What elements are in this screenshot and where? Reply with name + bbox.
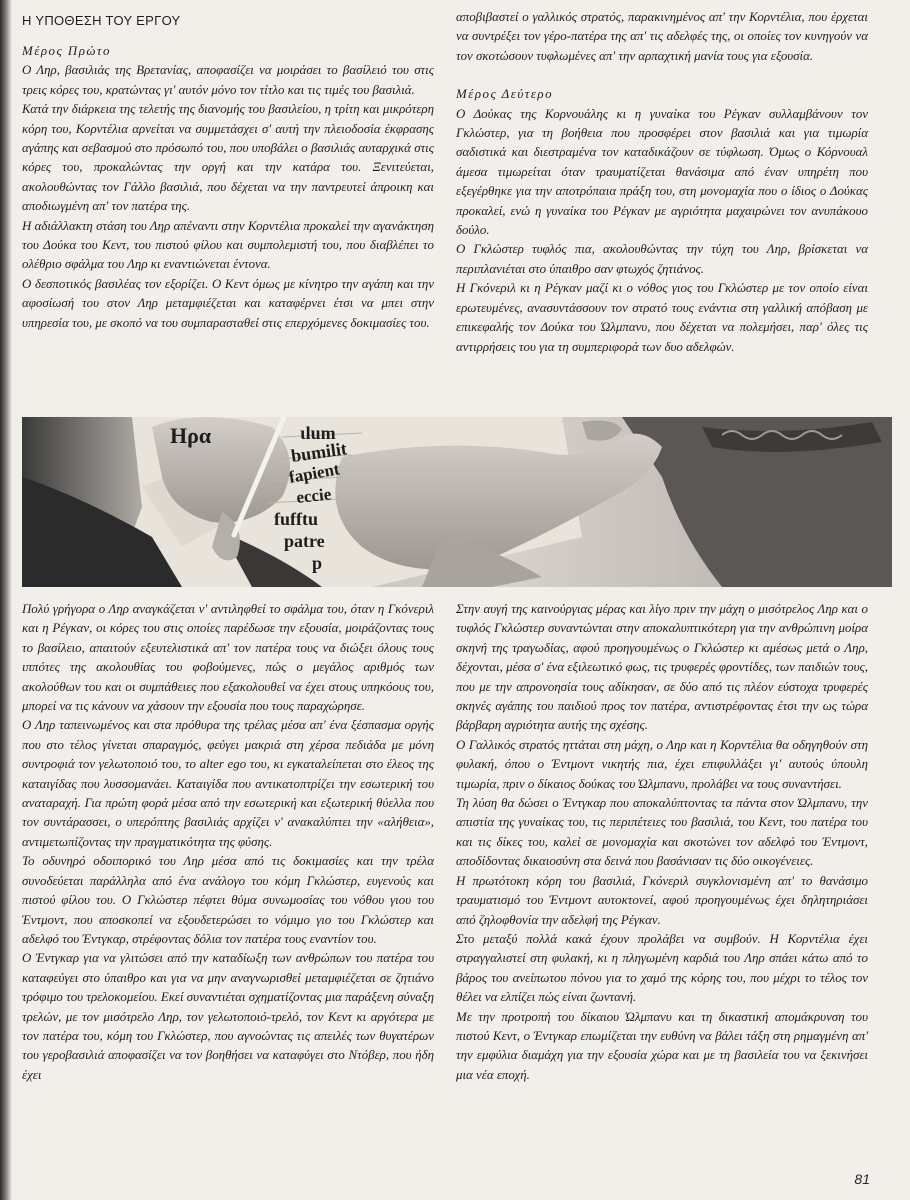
manuscript-word: ιlum (300, 423, 336, 443)
illustration-hands-manuscript (22, 417, 892, 587)
paragraph: Ο Δούκας της Κορνουάλης κι η γυναίκα του Ρέγκαν συλλαμβάνουν τον Γκλώστερ, για τη βοήθεια που προσφέρει στον βασιλιά και για τιμωρία σαδιστικά και διεστραμένα τον καταδικάζουν σε τύφλωση. Όμως ο Κόρνουαλ άμεσα τιμωρείται όταν τραυματίζεται θανάσιμα από έναν υπηρέτη που εξεγέρθηκε για την αποτρόπαια πράξη του, στη μονομαχία που ο ίδιος ο Δούκας προκαλεί, ενώ η γυναίκα του Ρέγκαν με αγριότητα μαχαιρώνει τον ανυπάκουο δούλο. (456, 106, 868, 238)
illustration-svg (22, 417, 892, 587)
paragraph: Ο Γαλλικός στρατός ηττάται στη μάχη, ο Ληρ και η Κορντέλια θα οδηγηθούν στη φυλακή, όπου ο Έντμοντ νικητής πια, έχει επιφυλλάξει γι' αυτούς ύπουλη τιμωρία, πριν ο δίκαιος δούκας του Ώλμπανυ, προλάβει να τους συναντήσει. (456, 737, 868, 791)
paragraph: Κατά την διάρκεια της τελετής της διανομής του βασιλείου, η τρίτη και μικρότερη κόρη του, Κορντέλια αρνείται να συμμετάσχει σ' αυτή την πλειοδοσία έκφρασης αγάπης και σεβασμού στο πρόσωπό του, που υποβάλει ο βασιλιάς αυταρχικά στις κόρες του, προκαλώντας την οργή και την κατάρα του. Ξενιτεύεται, ακολουθώντας τον Γάλλο βασιλιά, που δέχεται να την παντρευτεί άπροικη και αποδιωγμένη απ' τον πατέρα της. (22, 102, 434, 214)
paragraph: Ο Ληρ, βασιλιάς της Βρετανίας, αποφασίζει να μοιράσει το βασίλειό του στις τρεις κόρες του, κρατώντας γι' αυτόν μόνο τον τίτλο και τις τιμές του βασιλιά. (22, 63, 434, 97)
manuscript-word: patre (284, 531, 325, 551)
paragraph: Η αδιάλλακτη στάση του Ληρ απέναντι στην Κορντέλια προκαλεί την αγανάκτηση του Δούκα του Κεντ, του πιστού φίλου και συμπολεμιστή του, που διαβλέπει το ολέθριο σφάλμα του Ληρ κι εναντιώνεται έντονα. (22, 218, 434, 272)
paragraph: Στο μεταξύ πολλά κακά έχουν προλάβει να συμβούν. Η Κορντέλια έχει στραγγαλιστεί στη φυλακή, κι η πληγωμένη καρδιά του Ληρ σπάει κάτω από το βάρος του ανείπωτου πόνου για το χαμό της κόρης του, που μέχρι το τέλος τον θέλει να ελπίζει πώς είναι ζωντανή. (456, 931, 868, 1005)
manuscript-word: fufftu (274, 509, 318, 529)
paragraph: Ο Ληρ ταπεινωμένος και στα πρόθυρα της τρέλας μέσα απ' ένα ξέσπασμα οργής που στο τέλος γίνεται σπαραγμός, φεύγει μακριά στη χέρσα πεδιάδα με μόνη συντροφιά τον γελωτοποιό του, το alter ego του, κι εγκαταλείπεται στο έλεος της καταιγίδας που λυσσομανάει. Καταιγίδα που αντικατοπτρίζει την εσωτερική του αναταραχή. Για πρώτη φορά μέσα από την εσωτερική και εξωτερική θύελλα που τον συντάρασσει, ο υπερόπτης βασιλιάς αρχίζει ν' ανακαλύπτει την «αλήθεια», αντιμετωπίζοντας την πραγματικότητα της φύσης. (22, 718, 434, 849)
paragraph: Πολύ γρήγορα ο Ληρ αναγκάζεται ν' αντιληφθεί το σφάλμα του, όταν η Γκόνεριλ και η Ρέγκαν, οι κόρες του στις οποίες παρέδωσε την εξουσία, μοιράζοντας τους το βασίλειο, απαιτούν εξευτελιστικά απ' τον πατέρα τους να διώξει όλους τους ιππότες της ακολουθίας του φοβούμενες, πώς ο μεγάλος αριθμός των ακολούθων του και οι συμπάθειες που εξακολουθεί να έχει στους υπηκόους του, μπορεί να τις κάνουν να χάσουν την εξουσία που τους παραχώρησε. (22, 602, 434, 714)
part-two-title: Μέρος Δεύτερο (456, 87, 554, 102)
paragraph: Η πρωτότοκη κόρη του βασιλιά, Γκόνεριλ συγκλονισμένη απ' το θανάσιμο τραυματισμό του Έντμοντ αυτοκτονεί, αφού προηγουμένως έχει δηλητηριάσει από ζηλοφθονία την αδελφή της Ρέγκαν. (456, 873, 868, 927)
column-top-left (22, 42, 434, 333)
paragraph: Στην αυγή της καινούργιας μέρας και λίγο πριν την μάχη ο μισότρελος Ληρ και ο τυφλός Γκλώστερ συναντώνται στην αποκαλυπτικότερη για την ανθρώπινη μοίρα σκηνή της τραγωδίας, αφού προηγουμένως ο Γκλώστερ κι αμέσως μετά ο Ληρ, δέχονται, μέσα σ' ένα εξιλεωτικό φως, τις τρυφερές φροντίδες, των παιδιών τους, που με την απρονοησία τους αδίκησαν, σε δύο από τις πλέον εύστοχα τρυφερές σκηνές αγάπης του παιδιού προς τον πατέρα, αντιστρέφοντας έτσι την ως τώρα βάρβαρη αγριότητα αυτής της σχέσης. (456, 602, 868, 733)
page-gutter-shadow (0, 0, 12, 1200)
paragraph: Το οδυνηρό οδοιπορικό του Ληρ μέσα από τις δοκιμασίες και την τρέλα συνοδεύεται παράλληλα από ένα ανάλογο του κόμη Γκλώστερ, ευγενούς και πιστού φίλου του. Ο Γκλώστερ πέφτει θύμα συνωμοσίας του νόθου γιου του Έντμοντ, που αποσκοπεί να εξουδετερώσει το νόμιμο γιο του Γκλώστερ και αδελφό του Έντγκαρ, στρέφοντας δόλια τον πατέρα τους εναντίον του. (22, 854, 434, 946)
paragraph: Ο Έντγκαρ για να γλιτώσει από την καταδίωξη των ανθρώπων του πατέρα του καταφεύγει στο ύπαιθρο και για να μην αναγνωρισθεί μεταμφιέζεται σε ζητιάνο τρόφιμο του τρελοκομείου. Εκεί συναντιέται σχηματίζοντας μια παράξενη σύναξη τρελών, με τον μισότρελο Ληρ, τον γελωτοποιό-τρελό, τον Κεντ κι αργότερα με τον πατέρα του, κόμη του Γκλώστερ, που αγνοώντας τις απειλές των θυγατέρων του γεροβασιλιά αποφασίζει να τον βοηθήσει να καταφύγει στο Ντόβερ, που ήδη έχει (22, 951, 434, 1082)
manuscript-word: bumilit (289, 438, 349, 466)
paragraph: αποβιβαστεί ο γαλλικός στρατός, παρακινημένος απ' την Κορντέλια, που έρχεται να συντρέξει τον γέρο-πατέρα της απ' τις αδελφές της, οι οποίες τον κυνηγούν να τον σκοτώσουν τυφλωμένες απ' την αρπαχτική μανία τους για εξουσία. (456, 10, 868, 63)
paragraph: Ο Γκλώστερ τυφλός πια, ακολουθώντας την τύχη του Ληρ, βρίσκεται να περιπλανιέται στο ύπαιθρο σαν φτωχός ζητιάνος. (456, 242, 868, 276)
paragraph: Τη λύση θα δώσει ο Έντγκαρ που αποκαλύπτοντας τα πάντα στον Ώλμπανυ, την απιστία της γυναίκας του, τις περιπέτειες του βασιλιά, του Κεντ, του πατέρα του και τις δίκες του, καλεί σε μονομαχία και σκοτώνει τον αδελφό του Έντμοντ, αποδίδοντας δικαιοσύνη στα δεινά που βασάνισαν τις δύο οικογένειες. (456, 796, 868, 869)
paragraph: Με την προτροπή του δίκαιου Ώλμπανυ και τη δικαστική απομάκρυνση του πιστού Κεντ, ο Έντγκαρ επωμίζεται την ευθύνη να βάλει τάξη στη ρημαγμένη απ' την εμφύλια διαμάχη για την εξουσία χώρα και με τη βασιλεία του να ξεκινήσει μια νέα εποχή. (456, 1009, 868, 1082)
manuscript-word: eccie (295, 484, 333, 507)
manuscript-word: p (312, 553, 323, 573)
column-bottom-right (456, 600, 868, 1085)
section-heading: Η ΥΠΟΘΕΣΗ ΤΟΥ ΕΡΓΟΥ (22, 13, 181, 28)
column-top-right (456, 8, 868, 357)
paragraph: Η Γκόνεριλ κι η Ρέγκαν μαζί κι ο νόθος γιος του Γκλώστερ με τον οποίο είναι ερωτευμένες, ανασυντάσσουν τον στρατό τους ενάντια στη γαλλική απόβαση με επικεφαλής τον Δούκα του Ώλμπανυ, που δέχεται να πολεμήσει, παρ' όλες τις αντιρρήσεις του για τη συμπεριφορά των δυο αδελφών. (456, 281, 868, 354)
page-number: 81 (854, 1171, 870, 1187)
column-bottom-left (22, 600, 434, 1085)
manuscript-word: fapient (287, 459, 341, 487)
paragraph: Ο δεσποτικός βασιλέας τον εξορίζει. Ο Κεντ όμως με κίνητρο την αγάπη και την αφοσίωσή του στον Ληρ μεταμφιέζεται και καταφέρνει έτσι να μπει στην υπηρεσία του, με σκοπό να του συμπαρασταθεί στις επερχόμενες δοκιμασίες του. (22, 276, 434, 330)
part-one-title: Μέρος Πρώτο (22, 44, 111, 58)
manuscript-word: Ηρα (170, 423, 212, 448)
